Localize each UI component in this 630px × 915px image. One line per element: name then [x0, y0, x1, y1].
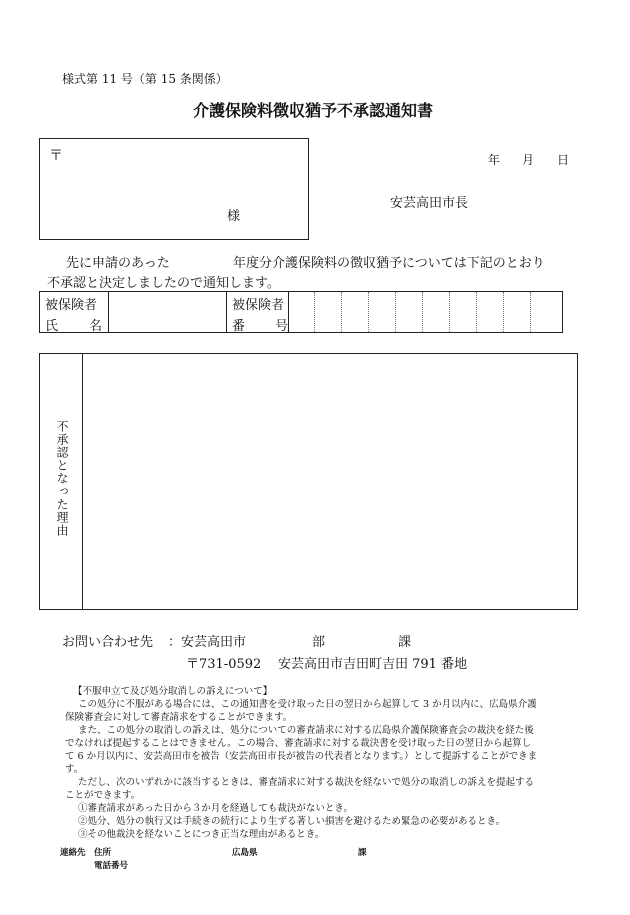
contact-address: 安芸高田市吉田町吉田 791 番地 [278, 657, 468, 672]
notice-item-3: ③その他裁決を経ないことにつき正当な理由があるとき。 [78, 829, 325, 840]
notice-line-5: て 6 か月以内に、安芸高田市を被告（安芸高田市長が被告の代表者となります。）として提訴することができま [65, 751, 538, 762]
footer-address-label: 住所 [94, 848, 112, 858]
body-text-2: 不承認と決定しましたので通知します。 [47, 276, 280, 291]
notice-line-6: す。 [65, 764, 84, 775]
contact-label: お問い合わせ先 [62, 635, 154, 650]
footer-contact-label: 連絡先 [60, 848, 86, 858]
number-label-1: 被保険者 [232, 298, 285, 313]
honorific: 様 [227, 209, 241, 224]
document-title: 介護保険料徴収猶予不承認通知書 [193, 101, 434, 120]
name-label-1: 被保険者 [45, 298, 98, 313]
notice-item-1: ①審査請求があった日から３か月を経過しても裁決がないとき。 [78, 803, 354, 814]
contact-city: ：安芸高田市 [168, 635, 247, 650]
name-label-2b: 名 [89, 319, 103, 334]
date-year: 年 [488, 153, 501, 167]
body-text-1b: 年度分介護保険料の徴収猶予については下記のとおり [233, 256, 545, 271]
reason-label: 不承認となった理由 [55, 420, 69, 537]
contact-section: 課 [398, 635, 412, 650]
form-number: 様式第 11 号（第 15 条関係） [62, 72, 228, 86]
notice-line-3: また、この処分の取消しの訴えは、処分についての審査請求に対する広島県介護保険審査会の裁決を経た後 [78, 725, 534, 736]
postal-mark: 〒 [49, 148, 63, 164]
date-day: 日 [557, 153, 570, 167]
contact-dept: 部 [312, 635, 326, 650]
footer-pref: 広島県 [232, 848, 258, 858]
footer-phone-label: 電話番号 [94, 861, 129, 871]
address-box [39, 138, 309, 240]
notice-line-7: ただし、次のいずれかに該当するときは、審査請求に対する裁決を経ないで処分の取消しの訴えを提起する [78, 777, 535, 788]
number-label-2b: 号 [275, 319, 289, 334]
notice-line-8: ことができます。 [65, 790, 141, 801]
notice-heading: 【不服申立て及び処分取消しの訴えについて】 [73, 686, 273, 697]
issuer: 安芸高田市長 [390, 196, 469, 211]
notice-line-2: 保険審査会に対して審査請求をすることができます。 [65, 712, 293, 723]
notice-item-2: ②処分、処分の執行又は手続きの続行により生ずる著しい損害を避けるため緊急の必要があるとき。 [78, 816, 506, 827]
reason-box [39, 353, 578, 610]
contact-postal: 〒731-0592 [186, 657, 262, 672]
body-text-1a: 先に申請のあった [66, 256, 170, 271]
notice-line-4: でなければ提起することはできません。この場合、審査請求に対する裁決書を受け取った日の翌日から起算し [65, 738, 532, 749]
number-label-2a: 番 [232, 319, 246, 334]
footer-section: 課 [358, 848, 367, 858]
date-month: 月 [522, 153, 535, 167]
insured-table [39, 291, 563, 333]
notice-line-1: この処分に不服がある場合には、この通知書を受け取った日の翌日から起算して 3 か月以内に、広島県介護 [78, 699, 537, 710]
name-label-2a: 氏 [45, 319, 59, 334]
